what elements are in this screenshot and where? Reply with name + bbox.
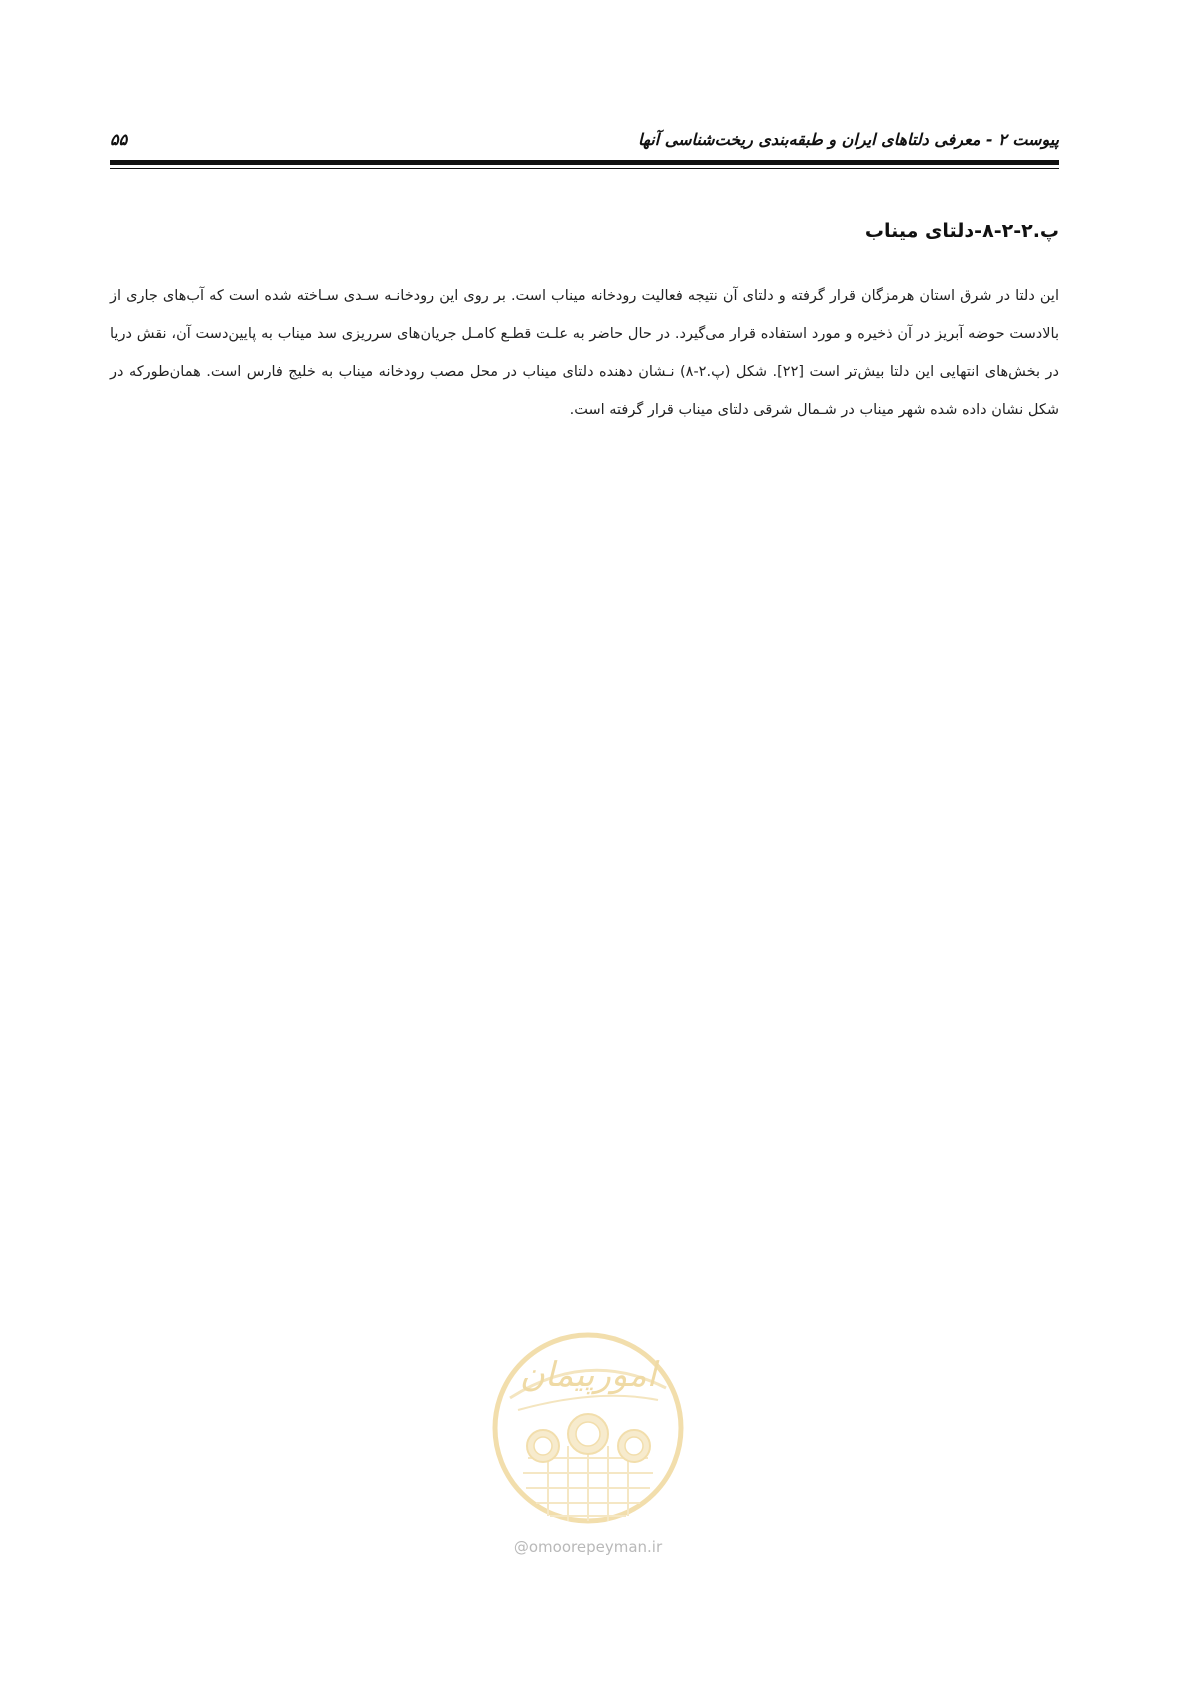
body-paragraph: این دلتا در شرق استان هرمزگان قرار گرفته و دلتای آن نتیجه فعالیت رودخانه میناب است. بر روی این رودخانـه سـدی سـاخته شده است که آب‌های جاری از بالادست حوضه آبریز در آن ذخیره و مورد استفاده قرار می‌گیرد. در حال حاضر به علـت قطـع کامـل جریان‌های سرریزی سد میناب به پایین‌دست آن، نقش دریا در بخش‌های انتهایی این دلتا بیش‌تر است [۲۲]. شکل (پ.۲-۸) نـشان دهنده دلتای میناب در محل مصب رودخانه میناب به خلیج فارس است. همان‌طورکه در شکل نشان داده شده شهر میناب در شـمال شرقی دلتای میناب قرار گرفته است. xyxy=(110,288,1059,418)
running-header-title: پیوست ۲ - معرفی دلتاهای ایران و طبقه‌بندی ریخت‌شناسی آنها xyxy=(638,130,1059,149)
section-heading: پ.۲-۲-۸-دلتای میناب xyxy=(864,220,1059,242)
watermark-caption: @omoorepeyman.ir xyxy=(513,1538,663,1556)
watermark-logo xyxy=(488,1328,688,1563)
page-header xyxy=(110,118,1059,154)
omoorepeyman-logo-icon xyxy=(488,1328,688,1543)
header-rule-thin xyxy=(110,168,1059,169)
page-number: ۵۵ xyxy=(110,130,128,149)
watermark-logo-text: امورپیمان xyxy=(519,1355,657,1395)
header-rule-thick xyxy=(110,160,1059,165)
